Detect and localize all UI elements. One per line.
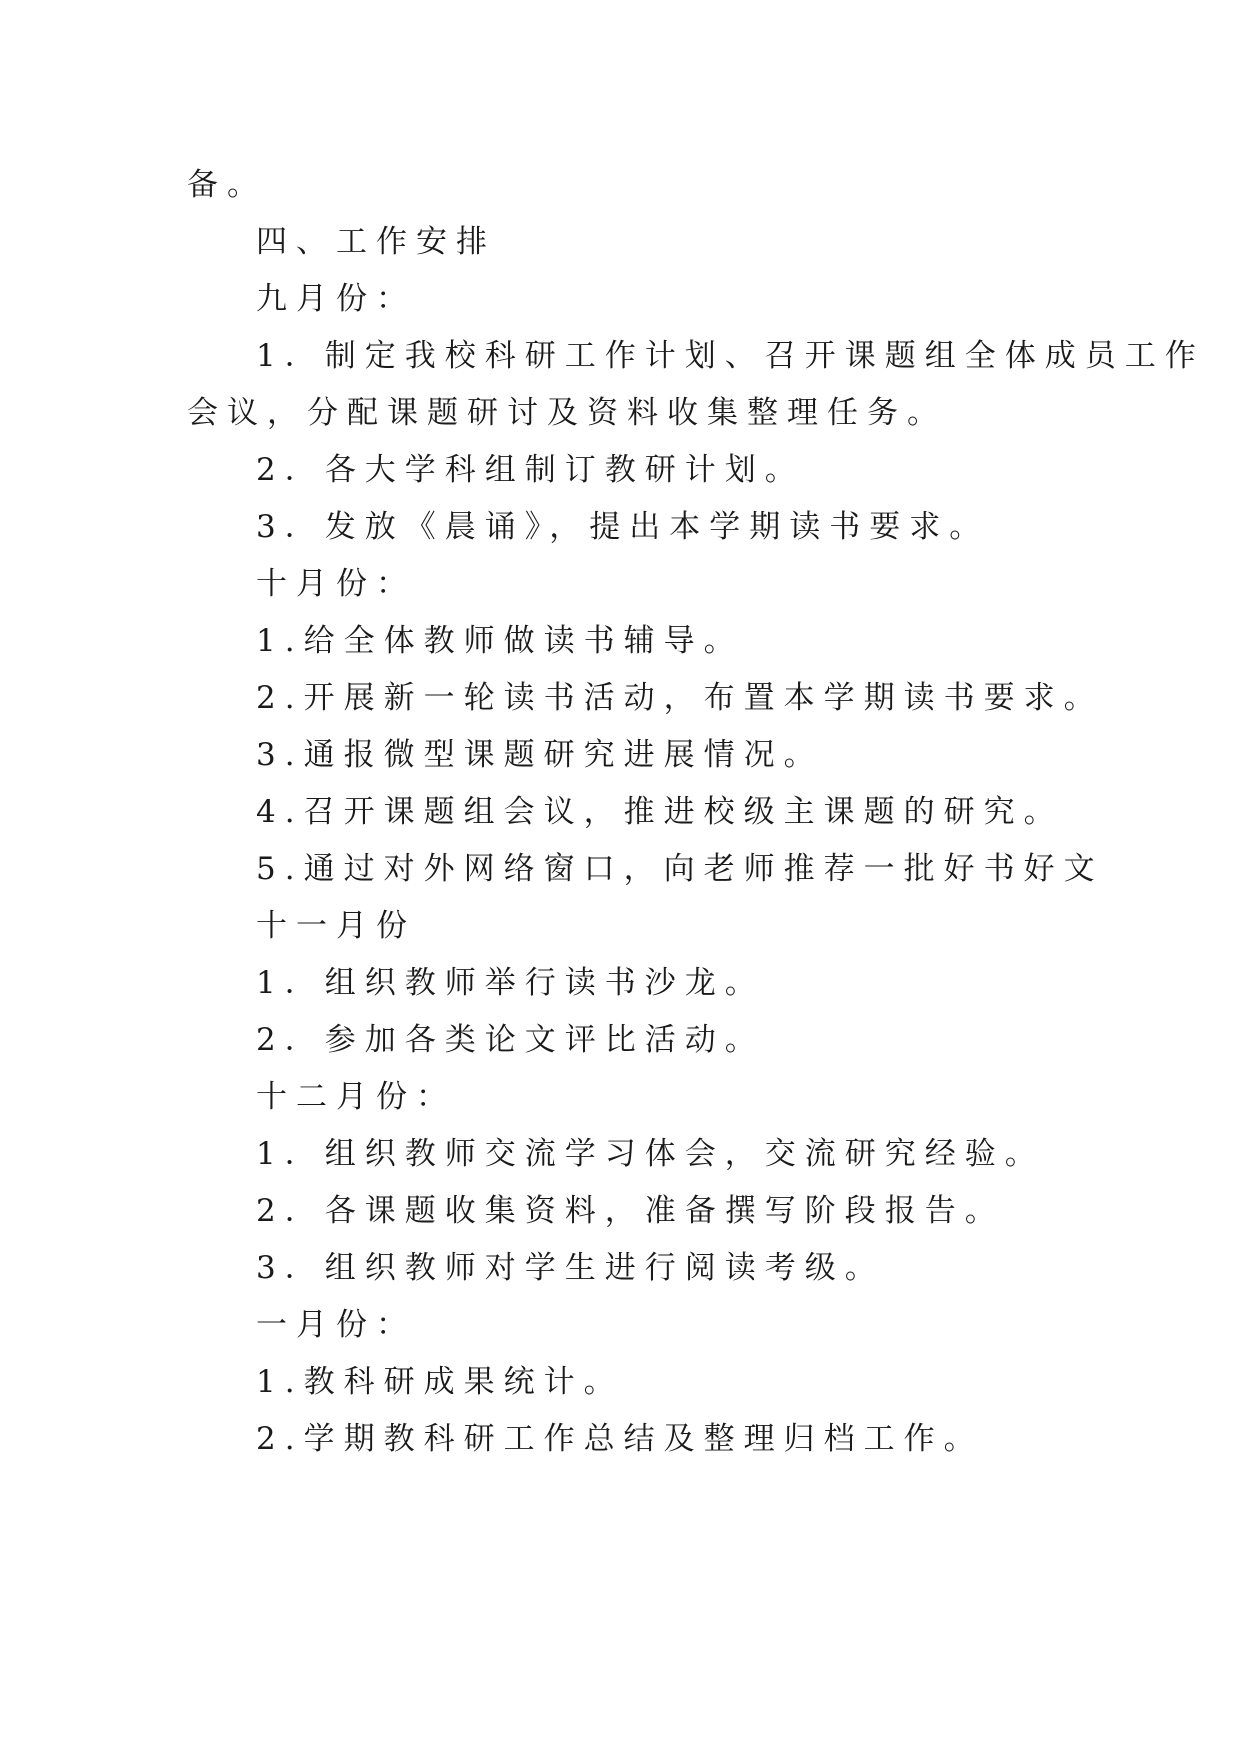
list-item: 2.学期教科研工作总结及整理归档工作。 [256,1421,984,1457]
list-item: 3．发放《晨诵》，提出本学期读书要求。 [256,509,990,545]
list-item: 3.通报微型课题研究进展情况。 [256,737,824,773]
list-item: 2.开展新一轮读书活动，布置本学期读书要求。 [256,680,1104,716]
list-item: 1.教科研成果统计。 [256,1364,624,1400]
list-item: 2．参加各类论文评比活动。 [256,1022,765,1058]
list-item: 2．各大学科组制订教研计划。 [256,452,805,488]
list-item-continuation: 会议，分配课题研讨及资料收集整理任务。 [187,395,947,431]
month-heading-october: 十月份： [256,566,416,602]
list-item: 5.通过对外网络窗口，向老师推荐一批好书好文 [256,851,1104,887]
month-heading-november: 十一月份 [256,908,416,944]
list-item: 1．制定我校科研工作计划、召开课题组全体成员工作 [256,338,1205,374]
text-line-continuation: 备。 [187,167,267,203]
month-heading-january: 一月份： [256,1307,416,1343]
list-item: 1.给全体教师做读书辅导。 [256,623,744,659]
list-item: 1．组织教师举行读书沙龙。 [256,965,765,1001]
list-item: 3．组织教师对学生进行阅读考级。 [256,1250,885,1286]
list-item: 4.召开课题组会议，推进校级主课题的研究。 [256,794,1064,830]
month-heading-december: 十二月份： [256,1079,456,1115]
list-item: 1．组织教师交流学习体会，交流研究经验。 [256,1136,1045,1172]
section-heading: 四、工作安排 [256,224,496,260]
month-heading-september: 九月份： [256,281,416,317]
list-item: 2．各课题收集资料，准备撰写阶段报告。 [256,1193,1005,1229]
